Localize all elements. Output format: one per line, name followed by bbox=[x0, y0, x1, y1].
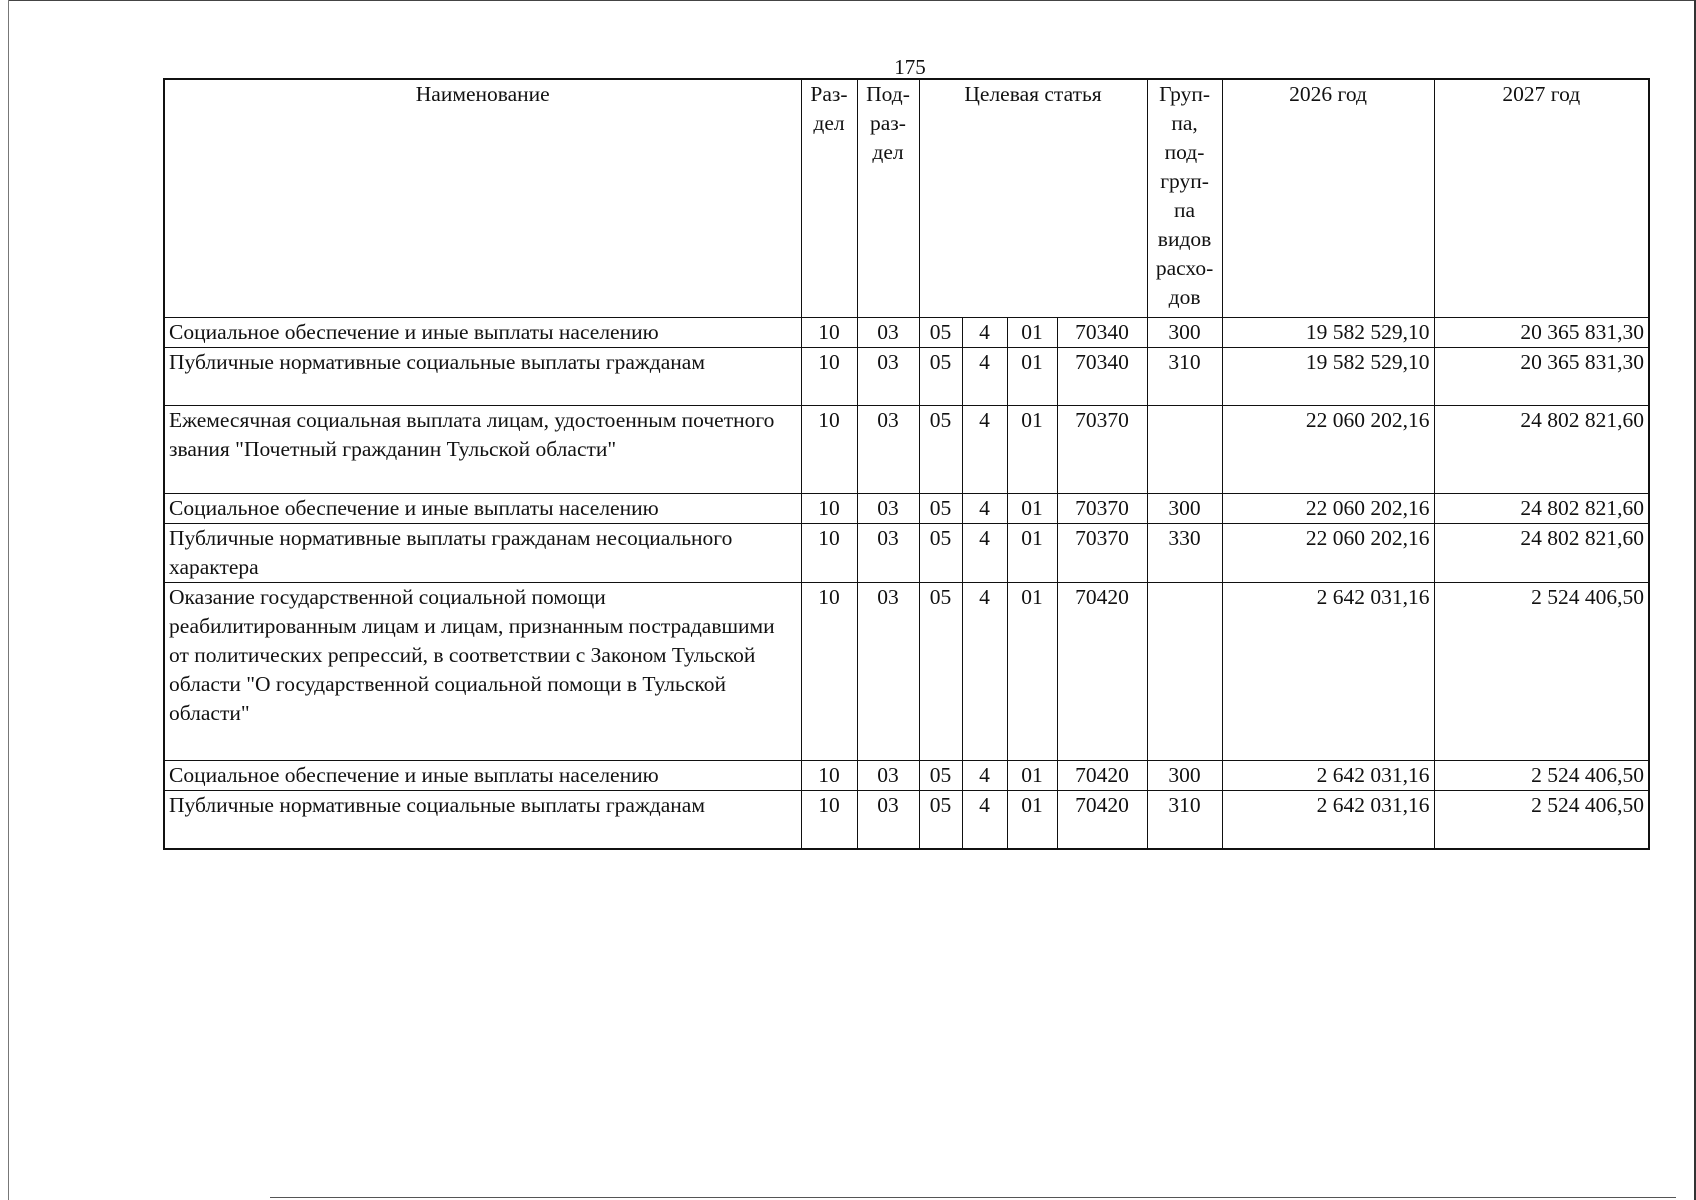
row-target-program: 05 bbox=[919, 583, 962, 761]
table-row bbox=[164, 583, 1649, 761]
row-name: Публичные нормативные выплаты гражданам несоциального характера bbox=[164, 524, 801, 583]
row-target-program: 05 bbox=[919, 406, 962, 494]
row-target-type: 4 bbox=[962, 524, 1007, 583]
row-target-subprogram: 01 bbox=[1007, 318, 1057, 348]
row-target-program: 05 bbox=[919, 494, 962, 524]
table-row bbox=[164, 318, 1649, 348]
row-expense-group: 300 bbox=[1147, 494, 1222, 524]
row-expense-group bbox=[1147, 583, 1222, 761]
table-header bbox=[164, 79, 1649, 318]
row-2027: 20 365 831,30 bbox=[1434, 348, 1649, 406]
header-2027: 2027 год bbox=[1434, 79, 1649, 318]
row-2027: 24 802 821,60 bbox=[1434, 494, 1649, 524]
row-2026: 22 060 202,16 bbox=[1222, 494, 1434, 524]
row-razdel: 10 bbox=[801, 348, 857, 406]
row-podrazdel: 03 bbox=[857, 791, 919, 850]
row-target-subprogram: 01 bbox=[1007, 761, 1057, 791]
table-row bbox=[164, 791, 1649, 850]
row-target-type: 4 bbox=[962, 406, 1007, 494]
row-name: Публичные нормативные социальные выплаты гражданам bbox=[164, 791, 801, 850]
row-razdel: 10 bbox=[801, 524, 857, 583]
row-target-direction: 70420 bbox=[1057, 761, 1147, 791]
row-name: Социальное обеспечение и иные выплаты населению bbox=[164, 761, 801, 791]
row-target-program: 05 bbox=[919, 761, 962, 791]
row-razdel: 10 bbox=[801, 791, 857, 850]
header-razdel: Раз- дел bbox=[801, 79, 857, 318]
row-target-direction: 70340 bbox=[1057, 348, 1147, 406]
row-2027: 2 524 406,50 bbox=[1434, 791, 1649, 850]
row-target-direction: 70370 bbox=[1057, 494, 1147, 524]
row-razdel: 10 bbox=[801, 761, 857, 791]
row-target-subprogram: 01 bbox=[1007, 406, 1057, 494]
row-name: Ежемесячная социальная выплата лицам, удостоенным почетного звания "Почетный гражданин Тульской области" bbox=[164, 406, 801, 494]
budget-table bbox=[163, 78, 1650, 850]
row-2027: 2 524 406,50 bbox=[1434, 761, 1649, 791]
row-2027: 24 802 821,60 bbox=[1434, 406, 1649, 494]
row-podrazdel: 03 bbox=[857, 583, 919, 761]
row-razdel: 10 bbox=[801, 318, 857, 348]
row-razdel: 10 bbox=[801, 406, 857, 494]
row-target-direction: 70340 bbox=[1057, 318, 1147, 348]
row-2026: 19 582 529,10 bbox=[1222, 348, 1434, 406]
row-podrazdel: 03 bbox=[857, 494, 919, 524]
row-razdel: 10 bbox=[801, 583, 857, 761]
row-2027: 24 802 821,60 bbox=[1434, 524, 1649, 583]
row-expense-group: 330 bbox=[1147, 524, 1222, 583]
row-name: Публичные нормативные социальные выплаты гражданам bbox=[164, 348, 801, 406]
row-2026: 2 642 031,16 bbox=[1222, 761, 1434, 791]
row-target-type: 4 bbox=[962, 761, 1007, 791]
row-target-program: 05 bbox=[919, 318, 962, 348]
row-target-subprogram: 01 bbox=[1007, 494, 1057, 524]
row-target-type: 4 bbox=[962, 348, 1007, 406]
header-target-article: Целевая статья bbox=[919, 79, 1147, 318]
row-expense-group: 310 bbox=[1147, 791, 1222, 850]
header-podrazdel: Под- раз- дел bbox=[857, 79, 919, 318]
scan-edge-top bbox=[8, 0, 1696, 1]
row-target-program: 05 bbox=[919, 348, 962, 406]
row-podrazdel: 03 bbox=[857, 348, 919, 406]
row-podrazdel: 03 bbox=[857, 761, 919, 791]
row-target-program: 05 bbox=[919, 791, 962, 850]
scan-edge-bottom bbox=[270, 1197, 1676, 1198]
row-target-direction: 70370 bbox=[1057, 406, 1147, 494]
row-2026: 2 642 031,16 bbox=[1222, 791, 1434, 850]
row-target-type: 4 bbox=[962, 583, 1007, 761]
row-name: Оказание государственной социальной помощи реабилитированным лицам и лицам, признанным пострадавшими от политических репрессий, в соответствии с Законом Тульской области "О государственной социальной помощи в Тульской области" bbox=[164, 583, 801, 761]
row-target-direction: 70420 bbox=[1057, 583, 1147, 761]
row-expense-group: 300 bbox=[1147, 761, 1222, 791]
page-number: 175 bbox=[894, 55, 926, 79]
header-name: Наименование bbox=[164, 79, 801, 318]
row-podrazdel: 03 bbox=[857, 406, 919, 494]
header-2026: 2026 год bbox=[1222, 79, 1434, 318]
row-target-program: 05 bbox=[919, 524, 962, 583]
row-target-type: 4 bbox=[962, 494, 1007, 524]
row-target-subprogram: 01 bbox=[1007, 583, 1057, 761]
row-2026: 22 060 202,16 bbox=[1222, 406, 1434, 494]
row-2026: 19 582 529,10 bbox=[1222, 318, 1434, 348]
row-target-type: 4 bbox=[962, 791, 1007, 850]
row-name: Социальное обеспечение и иные выплаты населению bbox=[164, 494, 801, 524]
row-target-type: 4 bbox=[962, 318, 1007, 348]
row-2027: 2 524 406,50 bbox=[1434, 583, 1649, 761]
row-podrazdel: 03 bbox=[857, 318, 919, 348]
table-row bbox=[164, 524, 1649, 583]
row-2027: 20 365 831,30 bbox=[1434, 318, 1649, 348]
table-row bbox=[164, 348, 1649, 406]
row-2026: 22 060 202,16 bbox=[1222, 524, 1434, 583]
row-2026: 2 642 031,16 bbox=[1222, 583, 1434, 761]
row-target-subprogram: 01 bbox=[1007, 524, 1057, 583]
row-podrazdel: 03 bbox=[857, 524, 919, 583]
row-target-direction: 70420 bbox=[1057, 791, 1147, 850]
row-target-direction: 70370 bbox=[1057, 524, 1147, 583]
header-expense-group: Груп- па, под- груп- па видов расхо- дов bbox=[1147, 79, 1222, 318]
row-name: Социальное обеспечение и иные выплаты населению bbox=[164, 318, 801, 348]
table-row bbox=[164, 494, 1649, 524]
row-expense-group: 310 bbox=[1147, 348, 1222, 406]
row-expense-group bbox=[1147, 406, 1222, 494]
table-row bbox=[164, 406, 1649, 494]
row-razdel: 10 bbox=[801, 494, 857, 524]
row-expense-group: 300 bbox=[1147, 318, 1222, 348]
row-target-subprogram: 01 bbox=[1007, 348, 1057, 406]
table-row bbox=[164, 761, 1649, 791]
scan-edge-left bbox=[8, 0, 9, 1200]
row-target-subprogram: 01 bbox=[1007, 791, 1057, 850]
